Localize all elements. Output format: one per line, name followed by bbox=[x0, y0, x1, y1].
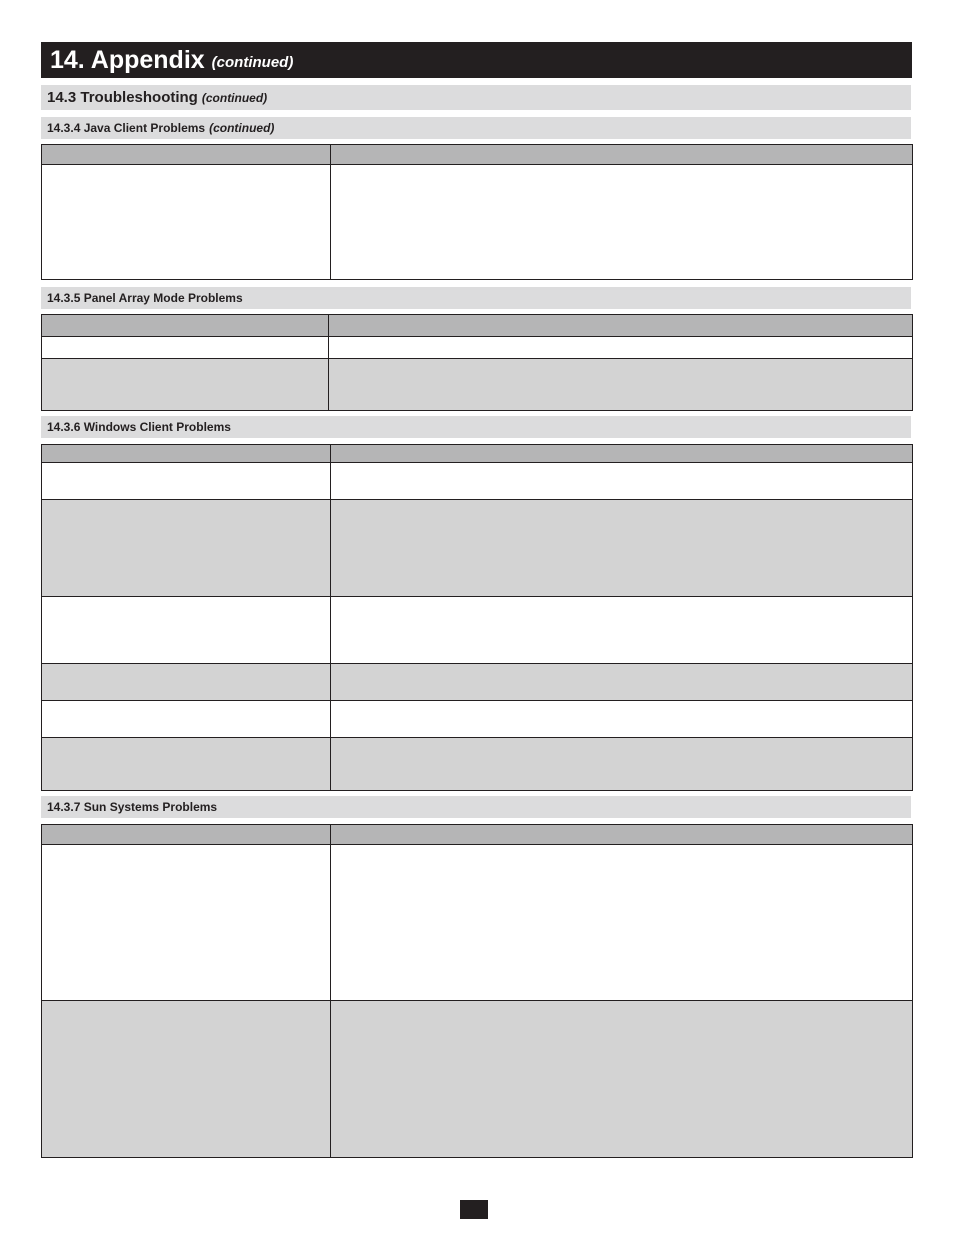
subsection-heading-windows-client bbox=[41, 416, 911, 438]
table-row bbox=[42, 701, 913, 738]
page-title-continued: (continued) bbox=[211, 54, 294, 71]
problem-cell bbox=[42, 500, 331, 597]
subsection-title: 14.3.7 Sun Systems Problems bbox=[47, 800, 218, 814]
resolution-cell bbox=[331, 500, 913, 597]
problem-cell bbox=[42, 1001, 331, 1158]
panel-array-problems-table bbox=[41, 314, 913, 411]
header-problem bbox=[42, 445, 331, 463]
table-row bbox=[42, 664, 913, 701]
subsection-continued: (continued) bbox=[209, 121, 275, 135]
header-resolution bbox=[331, 145, 913, 165]
problem-cell bbox=[42, 845, 331, 1001]
table-row bbox=[42, 1001, 913, 1158]
problem-cell bbox=[42, 597, 331, 664]
problem-cell bbox=[42, 359, 329, 411]
resolution-cell bbox=[331, 701, 913, 738]
problem-cell bbox=[42, 701, 331, 738]
subsection-title: 14.3.4 Java Client Problems bbox=[47, 121, 206, 135]
resolution-cell bbox=[331, 738, 913, 791]
table-header-row bbox=[42, 145, 913, 165]
header-resolution bbox=[331, 445, 913, 463]
resolution-cell bbox=[331, 664, 913, 701]
problem-cell bbox=[42, 337, 329, 359]
subsection-heading-java-client bbox=[41, 117, 911, 139]
resolution-cell bbox=[329, 337, 913, 359]
table-header-row bbox=[42, 825, 913, 845]
subsection-title: 14.3.5 Panel Array Mode Problems bbox=[47, 291, 243, 305]
table-row bbox=[42, 337, 913, 359]
sun-systems-problems-table bbox=[41, 824, 913, 1158]
problem-cell bbox=[42, 664, 331, 701]
header-problem bbox=[42, 315, 329, 337]
table-row bbox=[42, 359, 913, 411]
section-heading-troubleshooting bbox=[41, 85, 911, 110]
subsection-heading-sun-systems bbox=[41, 796, 911, 818]
table-row bbox=[42, 738, 913, 791]
problem-cell bbox=[42, 738, 331, 791]
header-resolution bbox=[329, 315, 913, 337]
table-header-row bbox=[42, 315, 913, 337]
table-row bbox=[42, 500, 913, 597]
table-header-row bbox=[42, 445, 913, 463]
page-title: 14. Appendix bbox=[50, 45, 205, 74]
resolution-cell bbox=[331, 1001, 913, 1158]
table-row bbox=[42, 165, 913, 280]
header-resolution bbox=[331, 825, 913, 845]
section-continued: (continued) bbox=[201, 90, 268, 105]
header-problem bbox=[42, 145, 331, 165]
subsection-title: 14.3.6 Windows Client Problems bbox=[47, 420, 231, 434]
header-problem bbox=[42, 825, 331, 845]
table-row bbox=[42, 463, 913, 500]
subsection-heading-panel-array bbox=[41, 287, 911, 309]
resolution-cell bbox=[331, 597, 913, 664]
appendix-banner bbox=[41, 42, 912, 78]
resolution-cell bbox=[331, 845, 913, 1001]
resolution-cell bbox=[331, 463, 913, 500]
resolution-cell bbox=[329, 359, 913, 411]
table-row bbox=[42, 597, 913, 664]
table-row bbox=[42, 845, 913, 1001]
java-client-problems-table bbox=[41, 144, 913, 280]
problem-cell bbox=[42, 463, 331, 500]
page-number-box bbox=[460, 1200, 488, 1219]
windows-client-problems-table bbox=[41, 444, 913, 791]
resolution-cell bbox=[331, 165, 913, 280]
problem-cell bbox=[42, 165, 331, 280]
section-title: 14.3 Troubleshooting bbox=[47, 89, 198, 106]
